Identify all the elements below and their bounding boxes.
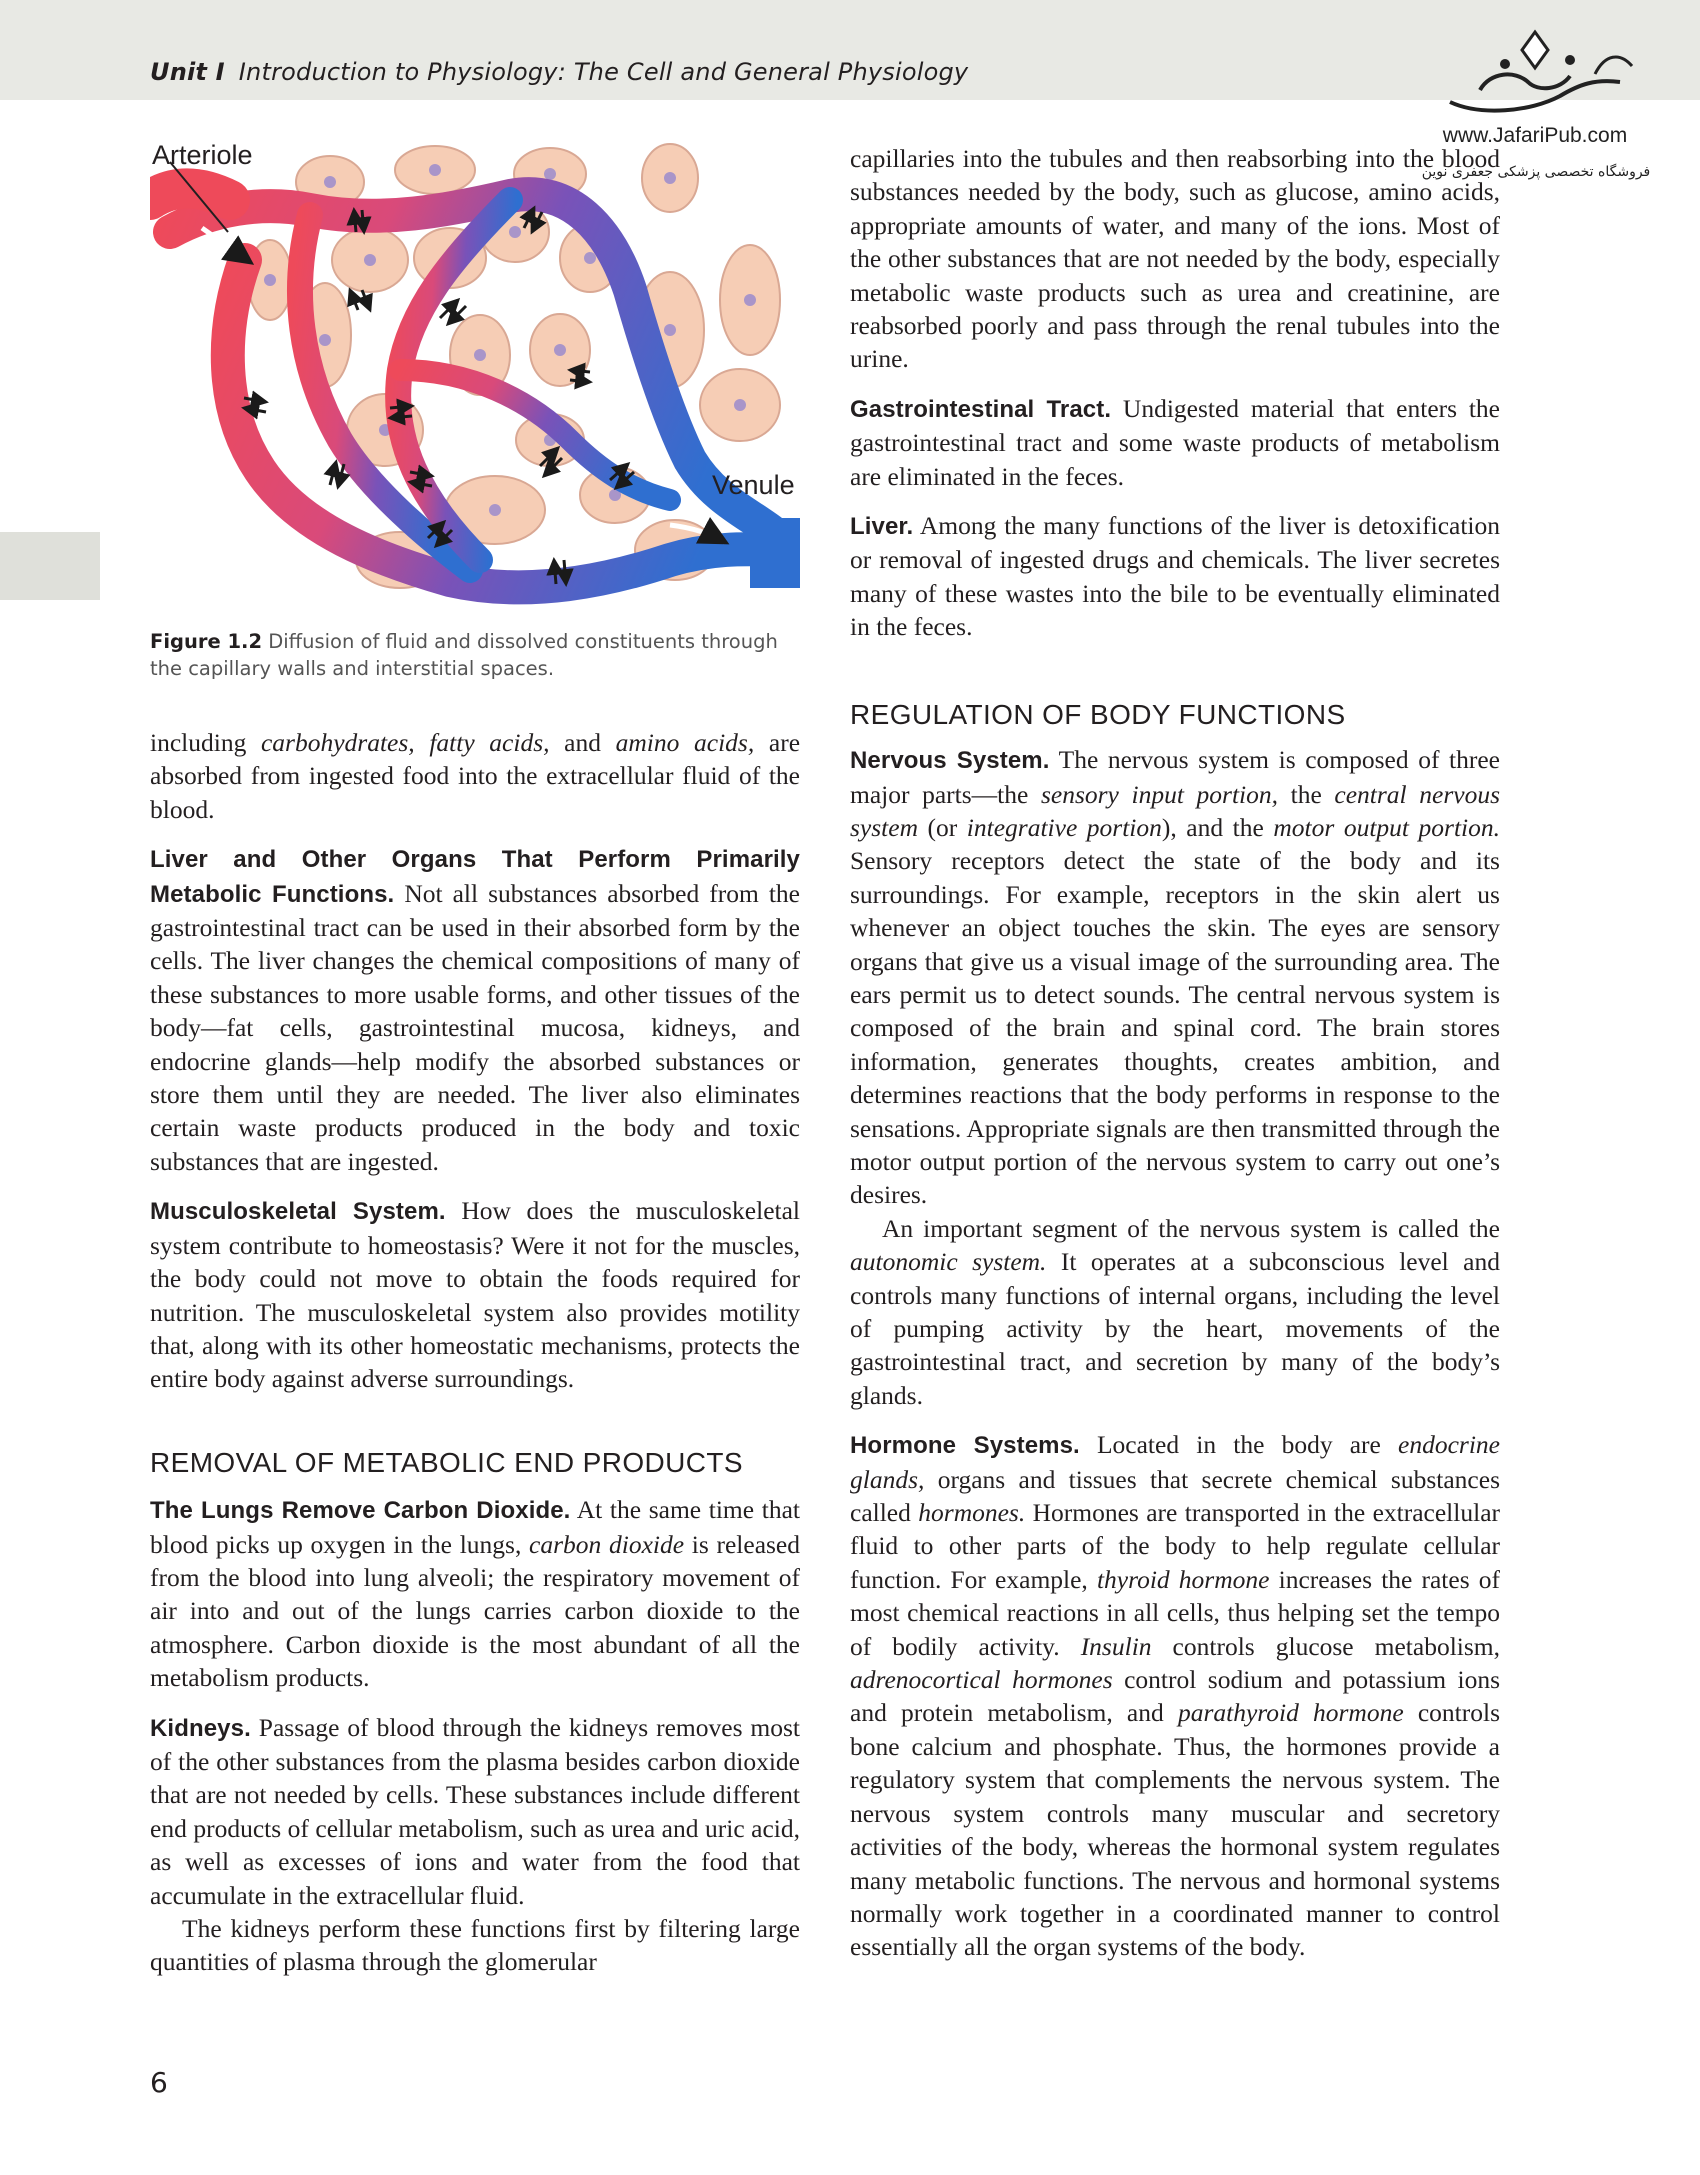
figure-capillary-diffusion	[150, 140, 800, 630]
run-in-heading: Kidneys.	[150, 1714, 251, 1742]
paragraph-absorbed-nutrients: including carbohydrates, fatty acids, and amino acids, are absorbed from ingested food into the extracellular fluid of the blood.	[150, 728, 801, 824]
run-in-heading: Musculoskeletal System.	[150, 1198, 446, 1226]
run-in-heading: Liver and Other Organs That Perform Primarily Metabolic Functions.	[150, 846, 800, 908]
publisher-url: www.JafariPub.com	[1442, 124, 1628, 147]
label-arteriole: Arteriole	[152, 140, 253, 170]
paragraph-hormone-systems: Hormone Systems. Located in the body are endocrine glands, organs and tissues that secrete chemical substances called hormones. Hormones are transported in the extracellular fluid to other parts of the body to help regulate cellular function. For example, thyroid hormone increases the rates of most chemical reactions in all cells, thus helping set the tempo of bodily activity. Insulin controls glucose metabolism, adrenocortical hormones control sodium and potassium ions and protein metabolism, and parathyroid hormone controls bone calcium and phosphate. Thus, the hormones provide a regulatory system that complements the nervous system. The nervous system controls many muscular and secretory activities of the body, whereas the hormonal system regulates many metabolic functions. The nervous and hormonal systems normally work together in a coordinated manner to control essentially all the organ systems of the body.	[850, 1430, 1501, 1962]
right-column	[850, 142, 1500, 1964]
left-column	[150, 726, 800, 1979]
label-venule: Venule	[712, 470, 795, 500]
paragraph-liver-other-organs: Liver and Other Organs That Perform Primarily Metabolic Functions. Not all substances absorbed from the gastrointestinal tract can be used in their absorbed form by the cells. The liver changes the chemical compositions of many of these substances to more usable forms, and other tissues of the body—fat cells, gastrointestinal mucosa, kidneys, and endocrine glands—help modify the absorbed substances or store them until they are needed. The liver also eliminates certain waste products produced in the body and toxic substances that are ingested.	[150, 846, 800, 1176]
section-heading-regulation: REGULATION OF BODY FUNCTIONS	[850, 698, 1346, 730]
capillary-diagram	[150, 140, 800, 630]
paragraph-lungs: The Lungs Remove Carbon Dioxide. At the same time that blood picks up oxygen in the lungs, carbon dioxide is released from the blood into lung alveoli; the respiratory movement of air into and out of the lungs carries carbon dioxide to the atmosphere. Carbon dioxide is the most abundant of all the metabolism products.	[150, 1495, 801, 1693]
paragraph-liver: Liver. Among the many functions of the liver is detoxification or removal of ingested drugs and chemicals. The liver secretes many of these wastes into the bile to be eventually eliminated in the feces.	[850, 511, 1500, 642]
figure-caption	[150, 628, 800, 682]
running-head-title: Introduction to Physiology: The Cell and General Physiology	[238, 58, 969, 86]
run-in-heading: The Lungs Remove Carbon Dioxide.	[150, 1497, 571, 1525]
run-in-heading: Nervous System.	[850, 747, 1050, 775]
paragraph-autonomic: An important segment of the nervous system is called the autonomic system. It operates at a subconscious level and controls many functions of internal organs, including the level of pumping activity by the heart, movements of the gastrointestinal tract, and secretion by many of the body’s glands.	[850, 1213, 1500, 1410]
run-in-heading: Gastrointestinal Tract.	[850, 395, 1112, 423]
run-in-heading: Liver.	[850, 513, 914, 541]
publisher-store-name: فروشگاه تخصصی پزشکی جعفری نوین	[1421, 164, 1651, 180]
side-tab	[0, 532, 100, 600]
paragraph-kidneys-filtering: The kidneys perform these functions first by filtering large quantities of plasma through the glomerular	[150, 1914, 800, 1977]
unit-label: Unit I	[150, 58, 225, 86]
figure-number: Figure 1.2	[150, 630, 263, 653]
paragraph-nervous-system: Nervous System. The nervous system is composed of three major parts—the sensory input portion, the central nervous system (or integrative portion), and the motor output portion. Sensory receptors detect the state of the body and its surroundings. For example, receptors in the skin alert us whenever an object touches the skin. The eyes are sensory organs that give us a visual image of the surrounding area. The ears permit us to detect sounds. The central nervous system is composed of the brain and spinal cord. The brain stores information, generates thoughts, creates ambition, and determines reactions that the body performs in response to the sensations. Appropriate signals are then transmitted through the motor output portion of the nervous system to carry out one’s desires.	[850, 745, 1501, 1210]
paragraph-kidneys-continued: capillaries into the tubules and then reabsorbing into the blood substances needed by the body, such as glucose, amino acids, appropriate amounts of water, and many of the ions. Most of the other substances that are not needed by the body, especially metabolic waste products such as urea and creatinine, are reabsorbed poorly and pass through the renal tubules into the urine.	[850, 144, 1500, 374]
section-heading-removal: REMOVAL OF METABOLIC END PRODUCTS	[150, 1446, 743, 1478]
figure-caption-text: Diffusion of fluid and dissolved constituents through the capillary walls and interstitial spaces.	[150, 630, 778, 680]
publisher-logo-icon	[1420, 24, 1650, 124]
paragraph-kidneys: Kidneys. Passage of blood through the kidneys removes most of the other substances from the plasma besides carbon dioxide that are not needed by cells. These substances include different end products of cellular metabolism, such as urea and uric acid, as well as excesses of ions and water from the food that accumulate in the extracellular fluid.	[150, 1712, 800, 1910]
running-head	[150, 58, 968, 86]
run-in-heading: Hormone Systems.	[850, 1432, 1080, 1460]
paragraph-musculoskeletal: Musculoskeletal System. How does the musculoskeletal system contribute to homeostasis? Were it not for the muscles, the body could not move to obtain the foods required for nutrition. The musculoskeletal system also provides motility that, along with its other homeostatic mechanisms, protects the entire body against adverse surroundings.	[150, 1196, 800, 1394]
page-number: 6	[150, 2066, 168, 2099]
paragraph-gastrointestinal: Gastrointestinal Tract. Undigested material that enters the gastrointestinal tract and some waste products of metabolism are eliminated in the feces.	[850, 393, 1500, 491]
